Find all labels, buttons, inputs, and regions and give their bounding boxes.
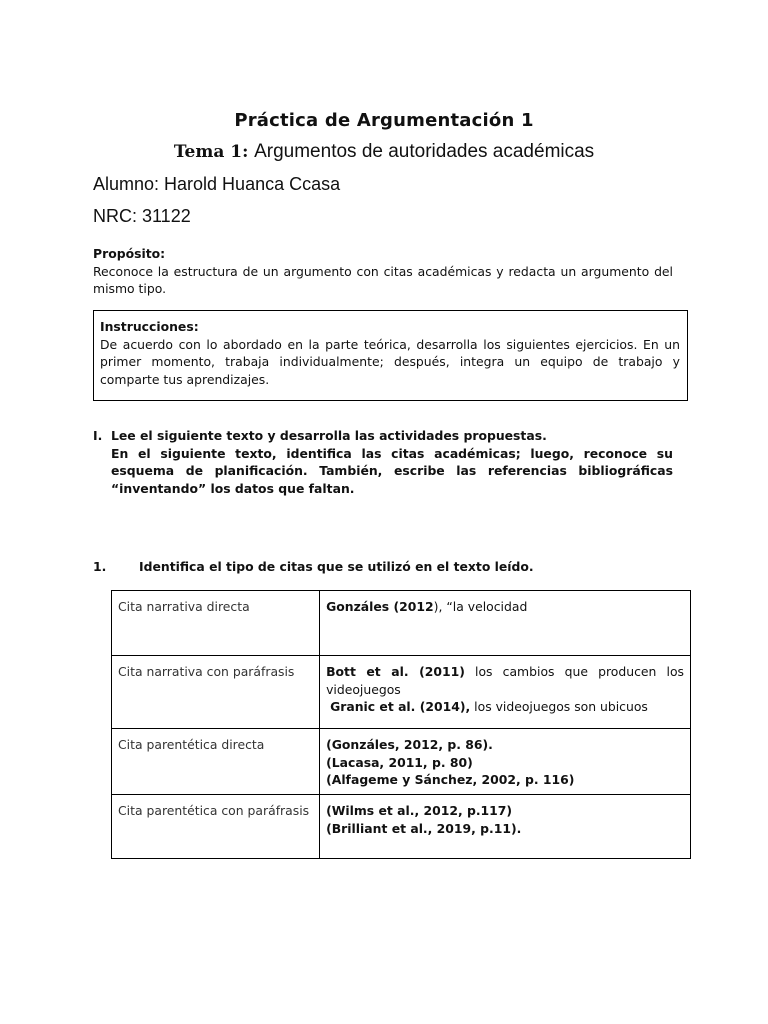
instructions-heading: Instrucciones: (100, 319, 199, 334)
cite-type-label: Cita narrativa directa (112, 591, 320, 656)
document-title: Práctica de Argumentación 1 (234, 110, 534, 131)
citations-table (111, 590, 691, 859)
table-row (112, 656, 691, 729)
question-1-number: 1. (93, 559, 107, 574)
instructions-box (93, 310, 688, 401)
nrc-code: NRC: 31122 (93, 206, 191, 226)
cite-line: (Lacasa, 2011, p. 80) (326, 754, 473, 770)
cite-author: Bott et al. (2011) (326, 664, 465, 679)
cite-year: 2012 (399, 599, 434, 614)
cite-author: Gonzáles ( (326, 599, 400, 614)
cite-line: (Wilms et al., 2012, p.117) (326, 803, 513, 818)
cite-text: ), “la velocidad (433, 599, 528, 614)
student-name: Alumno: Harold Huanca Ccasa (93, 174, 341, 194)
cite-line: (Brilliant et al., 2019, p.11). (326, 820, 522, 836)
cite-example (320, 656, 691, 729)
cite-author: Granic et al. (2014), (330, 699, 471, 714)
cite-line (326, 698, 684, 716)
document-subtitle (0, 141, 768, 163)
cite-line: (Gonzáles, 2012, p. 86). (326, 737, 493, 752)
cite-example (320, 591, 691, 656)
section-i (93, 427, 673, 497)
cite-type-label: Cita narrativa con paráfrasis (112, 656, 320, 729)
cite-type-label: Cita parentética con paráfrasis (112, 795, 320, 859)
cite-line (326, 663, 684, 698)
cite-text: los cambios que producen los videojuegos (326, 664, 685, 697)
table-row (112, 729, 691, 795)
question-1-text: Identifica el tipo de citas que se utilizó en el texto leído. (139, 559, 534, 574)
cite-example (320, 729, 691, 795)
section-i-line1: Lee el siguiente texto y desarrolla las actividades propuestas. (111, 428, 547, 443)
instructions-text: De acuerdo con lo abordado en la parte teórica, desarrolla los siguientes ejercicios. En un primer momento, trabaja individualmente; después, integra un equipo de trabajo y comparte tus aprendizajes. (100, 336, 680, 387)
section-i-number: I. (93, 428, 103, 443)
cite-line: (Alfageme y Sánchez, 2002, p. 116) (326, 772, 575, 787)
cite-type-label: Cita parentética directa (112, 729, 320, 795)
table-row (112, 795, 691, 859)
section-i-line2: En el siguiente texto, identifica las citas académicas; luego, reconoce su esquema de planificación. También, escribe las referencias bibliográficas “inventando” los datos que faltan. (111, 445, 673, 496)
cite-text: los videojuegos son ubicuos (470, 699, 648, 714)
table-row (112, 591, 691, 656)
subtitle-text: Argumentos de autoridades académicas (254, 141, 595, 162)
purpose-text: Reconoce la estructura de un argumento con citas académicas y redacta un argumento del mismo tipo. (93, 263, 673, 296)
purpose-heading: Propósito: (93, 246, 166, 261)
cite-example (320, 795, 691, 859)
purpose-block (93, 245, 673, 298)
subtitle-prefix: Tema 1: (173, 142, 249, 162)
